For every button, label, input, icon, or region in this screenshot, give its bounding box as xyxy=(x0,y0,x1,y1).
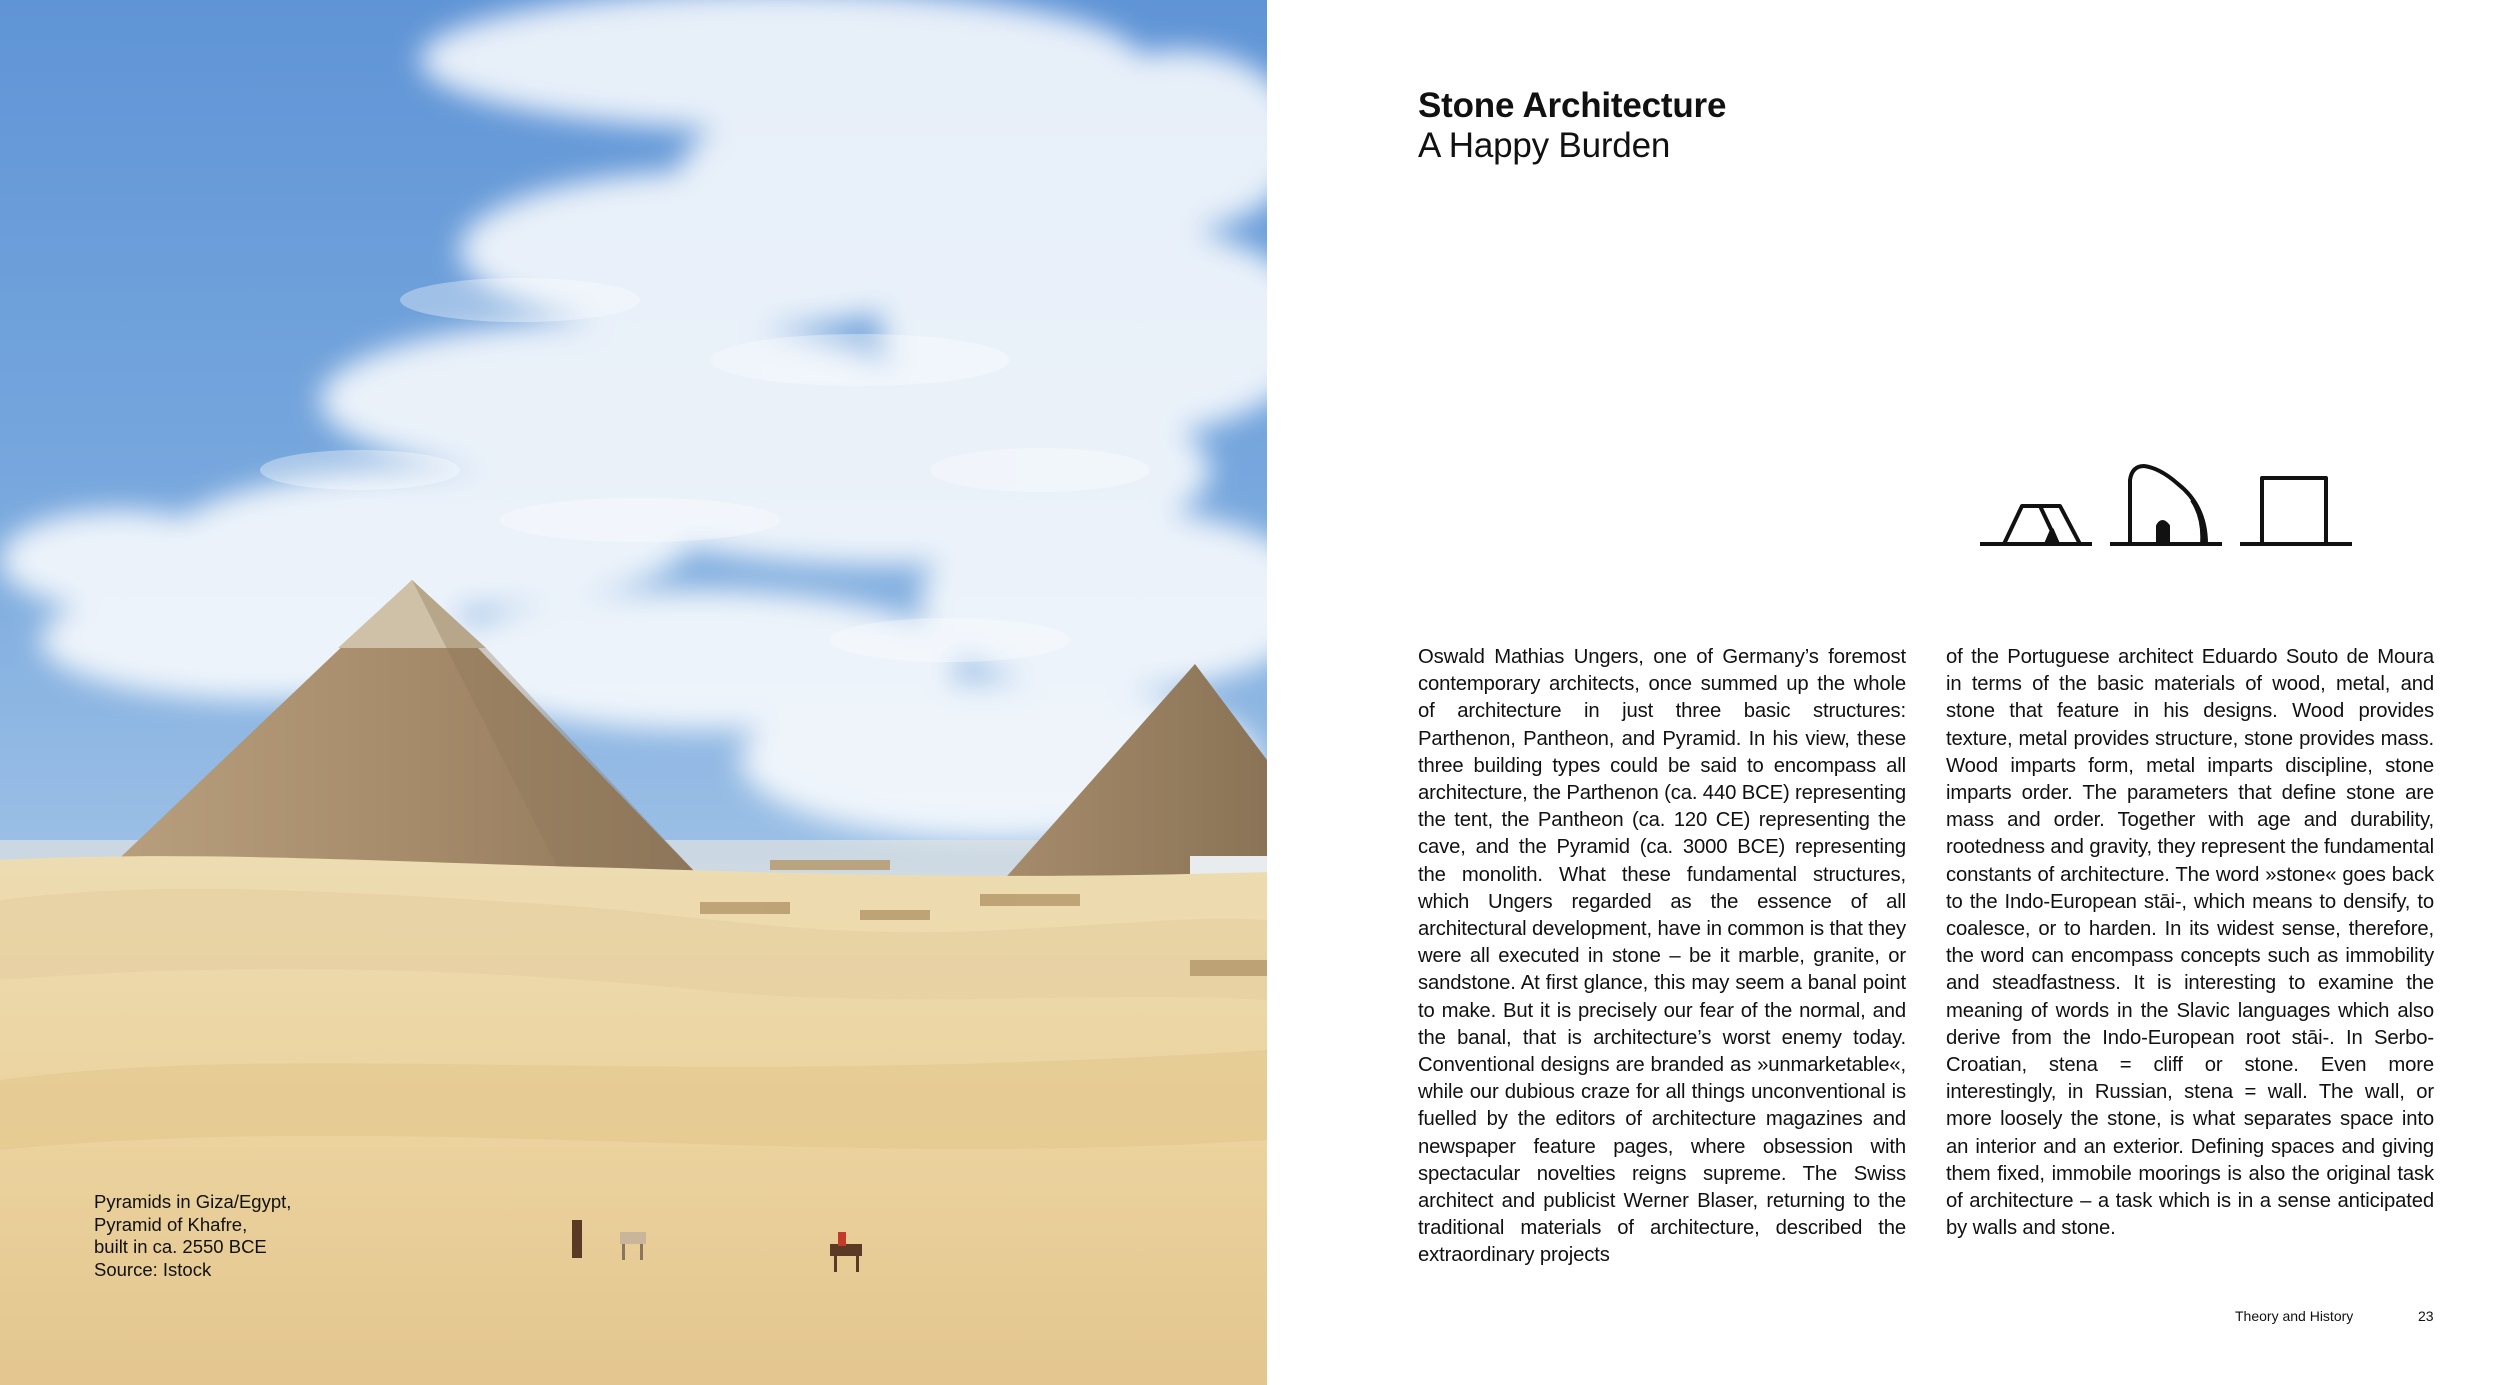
photo-caption xyxy=(94,1191,354,1281)
cave-icon xyxy=(2110,466,2222,544)
article-column-2: of the Portuguese architect Eduardo Souto de Moura in terms of the basic materials of wood, metal, and stone that feature in his designs. Wood provides texture, metal provides structure, stone provides mass. Wood imparts form, metal imparts discipline, stone imparts order. The parameters that define stone are mass and order. Together with age and durability, rootedness and gravity, they represent the fundamental constants of architecture. The word »stone« goes back to the Indo-European stāi-, which means to densify, to coalesce, or to harden. In its widest sense, therefore, the word can encompass concepts such as immobility and steadfastness. It is interesting to examine the meaning of words in the Slavic languages which also derive from the Indo-European root stāi-. In Serbo-Croatian, stena = cliff or stone. Even more interestingly, in Russian, stena = wall. The wall, or more loosely the stone, is what separates space into an interior and an exterior. Defining spaces and giving them fixed, immobile moorings is also the original task of architecture – a task which is in a sense anticipated by walls and stone. xyxy=(1946,646,2434,1240)
caption-line: built in ca. 2550 BCE xyxy=(94,1236,267,1257)
monolith-icon xyxy=(2240,478,2352,544)
caption-line: Pyramid of Khafre, xyxy=(94,1213,248,1235)
tent-icon xyxy=(1980,506,2092,544)
article-title: Stone Architecture xyxy=(1418,86,1727,125)
clouds xyxy=(0,0,1267,840)
pictograms xyxy=(1980,462,2360,559)
page-number: 23 xyxy=(2418,1308,2434,1324)
article-subtitle: A Happy Burden xyxy=(1418,126,1671,165)
footer-section-title: Theory and History xyxy=(2235,1308,2354,1324)
caption-line: Source: Istock xyxy=(94,1258,212,1280)
article-column-1: Oswald Mathias Ungers, one of Germany’s foremost contemporary architects, once summed up the whole of architecture in just three basic structures: Parthenon, Pantheon, and Pyramid. In his view, these three building types could be said to encompass all architecture, the Parthenon (ca. 440 BCE) representing the tent, the Pantheon (ca. 120 CE) representing the cave, and the Pyramid (ca. 3000 BCE) representing the monolith. What these fundamental structures, which Ungers regarded as the essence of all architectural development, have in common is that they were all executed in stone – be it marble, granite, or sandstone. At first glance, this may seem a banal point to make. But it is precisely our fear of the normal, and the banal, that is architecture’s worst enemy today. Conventional designs are branded as »unmarketable«, while our dubious craze for all things unconventional is fuelled by the editors of architecture magazines and newspaper feature pages, where obsession with spectacular novelties reigns supreme. The Swiss architect and publicist Werner Blaser, returning to the traditional materials of architecture, described the extraordinary projects xyxy=(1418,646,1906,1267)
caption-line: Pyramids in Giza/Egypt, xyxy=(94,1191,292,1212)
